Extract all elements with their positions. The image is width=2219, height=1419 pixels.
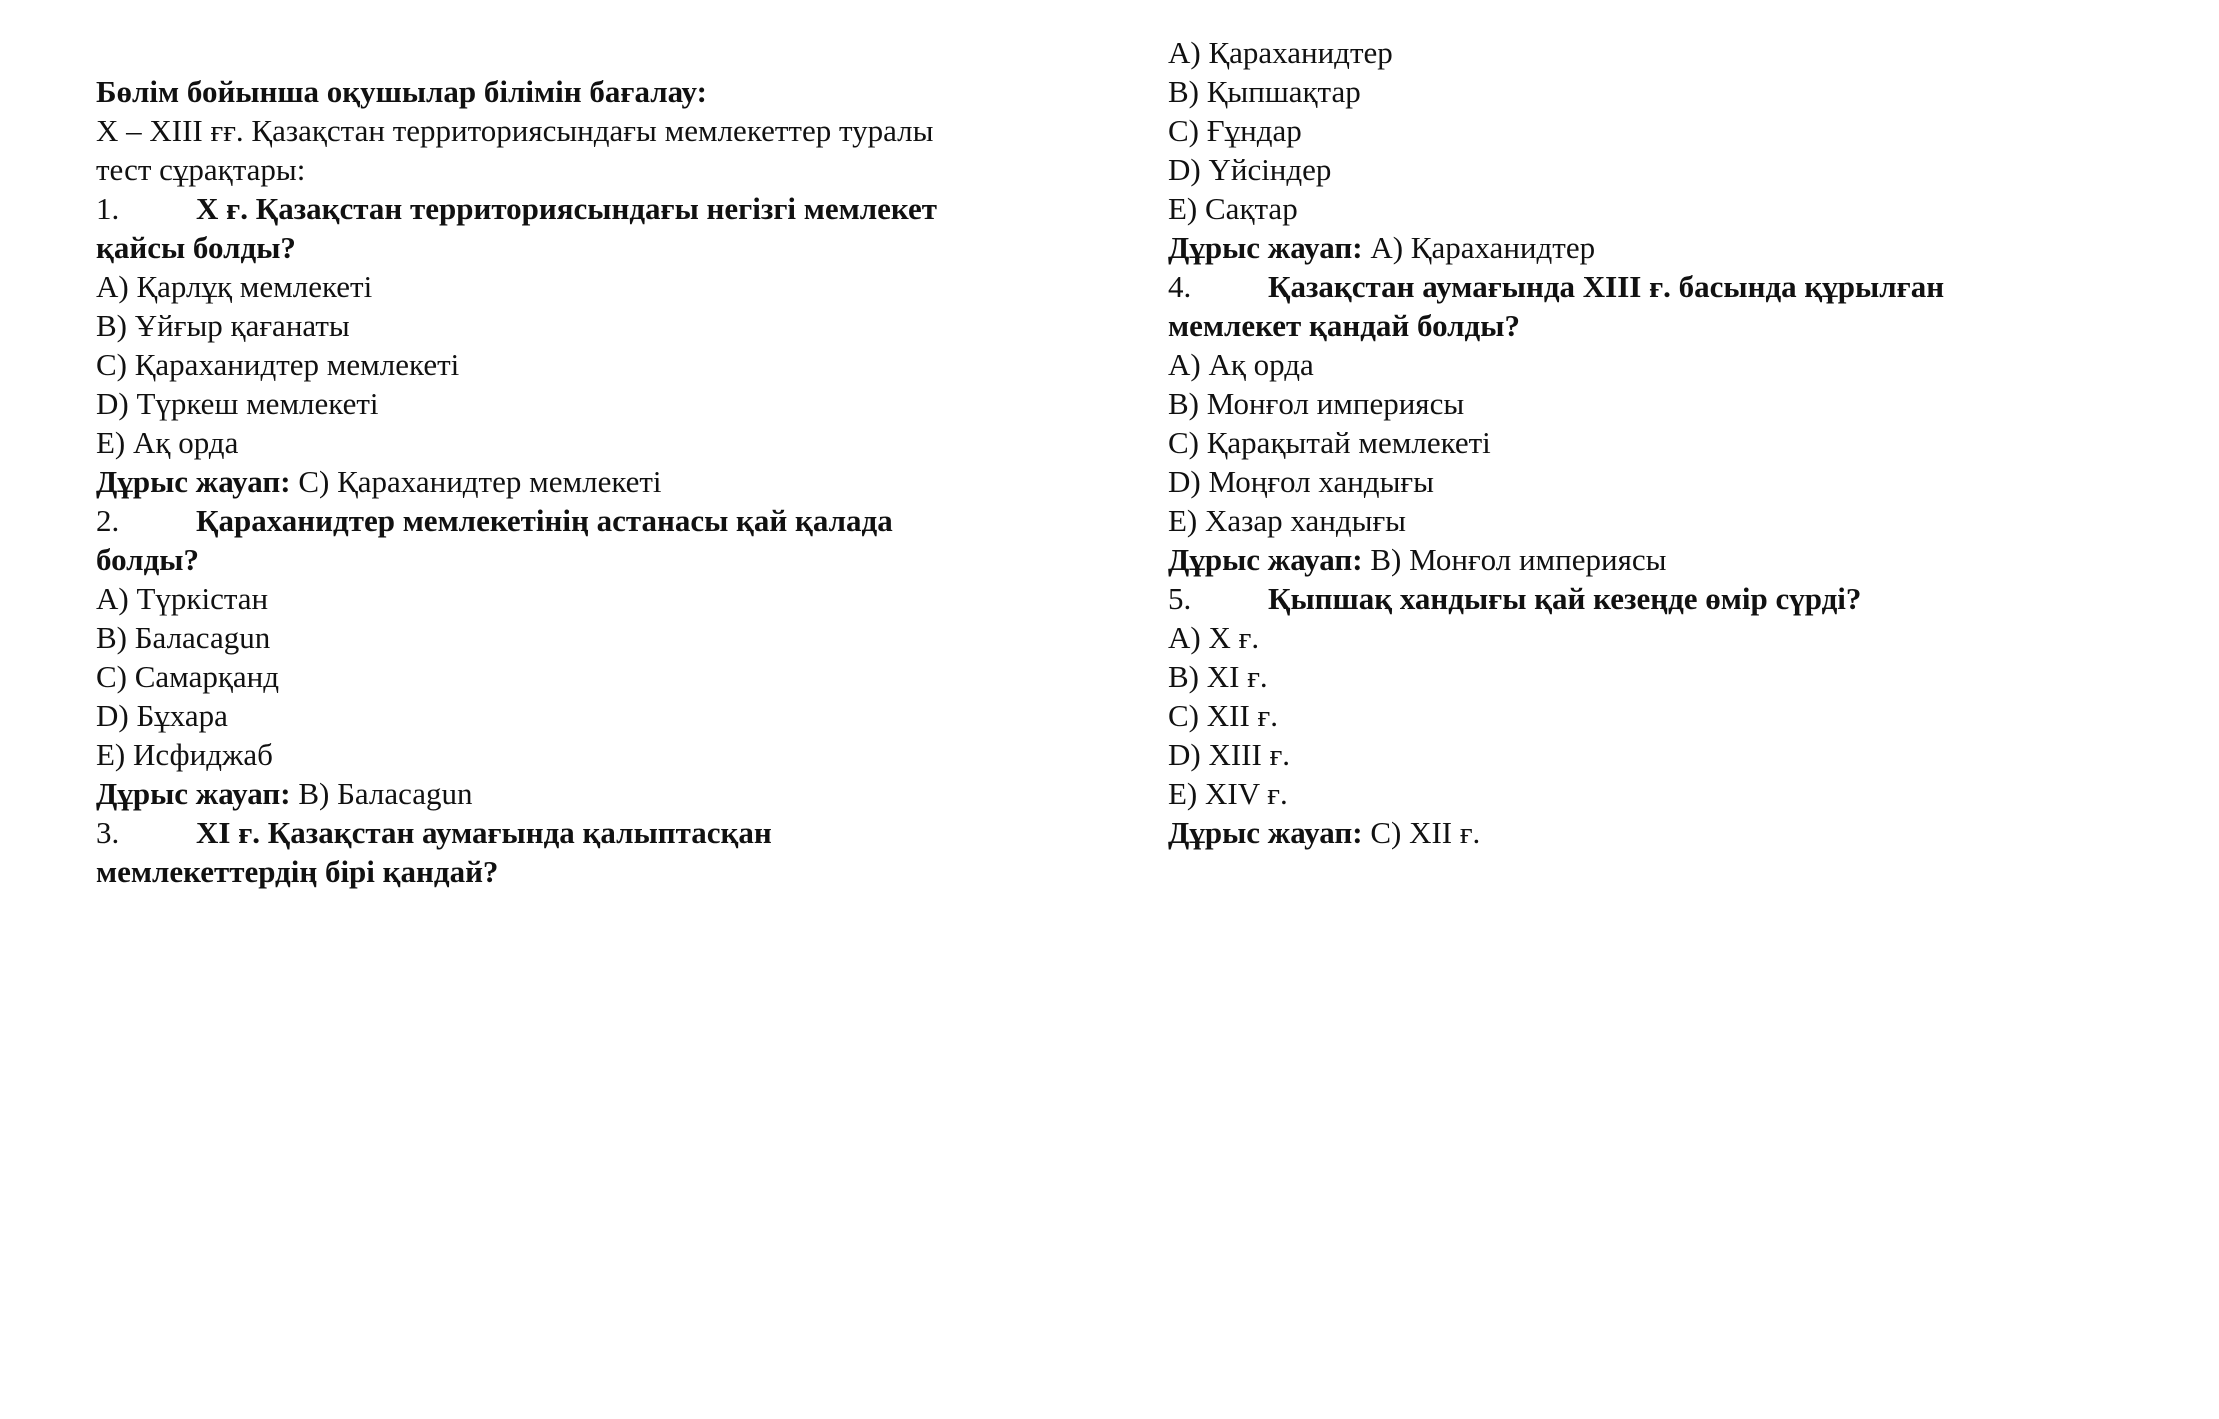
question-4-option-b: B) Монғол империясы [1168, 386, 1465, 421]
question-4-option-e: E) Хазар хандығы [1168, 503, 1406, 538]
question-2-number: 2. [96, 503, 120, 538]
question-3-line-1 [96, 813, 1096, 852]
answer-label: Дұрыс жауап: [1168, 542, 1363, 577]
question-5-text: Қыпшақ хандығы қай кезеңде өмір сүрді? [1268, 581, 1862, 616]
question-1-option-c: C) Қараханидтер мемлекеті [96, 347, 460, 382]
question-2-option-c: C) Самарқанд [96, 659, 280, 694]
question-3-answer [1168, 228, 2168, 267]
question-5-option-d: D) XIII ғ. [1168, 737, 1291, 772]
question-4-line-2: мемлекет қандай болды? [1168, 308, 1520, 343]
intro-line-1: X – XIII ғғ. Қазақстан территориясындағы мемлекеттер туралы [96, 113, 934, 148]
question-2-line-1 [96, 501, 1096, 540]
intro-line-2: тест сұрақтары: [96, 152, 306, 187]
question-4-text: Қазақстан аумағында XIII ғ. басында құрылған [1268, 269, 1945, 304]
question-3-option-b: B) Қыпшақтар [1168, 74, 1361, 109]
left-column [96, 72, 1096, 891]
question-4-option-c: C) Қарақытай мемлекеті [1168, 425, 1491, 460]
answer-label: Дұрыс жауап: [96, 776, 291, 811]
question-3-option-a: A) Қараханидтер [1168, 35, 1393, 70]
answer-label: Дұрыс жауап: [1168, 815, 1363, 850]
answer-label: Дұрыс жауап: [1168, 230, 1363, 265]
question-2-option-a: A) Түркістан [96, 581, 269, 616]
question-1-answer [96, 462, 1096, 501]
question-3-line-2: мемлекеттердің бірі қандай? [96, 854, 499, 889]
question-1-option-b: B) Ұйғыр қағанаты [96, 308, 350, 343]
question-3-option-c: C) Ғұндар [1168, 113, 1302, 148]
question-3-number: 3. [96, 815, 120, 850]
question-5-answer [1168, 813, 2168, 852]
question-2-answer [96, 774, 1096, 813]
answer-label: Дұрыс жауап: [96, 464, 291, 499]
question-4-answer [1168, 540, 2168, 579]
question-5-option-b: B) XI ғ. [1168, 659, 1268, 694]
question-3-option-e: E) Сақтар [1168, 191, 1298, 226]
question-2-line-2: болды? [96, 542, 199, 577]
question-5-line-1 [1168, 579, 2168, 618]
question-3-option-d: D) Үйсіндер [1168, 152, 1332, 187]
question-3-text: XI ғ. Қазақстан аумағында қалыптасқан [196, 815, 772, 850]
answer-value: A) Қараханидтер [1370, 230, 1596, 265]
question-1-option-e: E) Ақ орда [96, 425, 239, 460]
answer-value: B) Монғол империясы [1370, 542, 1667, 577]
question-1-option-d: D) Түркеш мемлекеті [96, 386, 379, 421]
question-1-option-a: A) Қарлұқ мемлекеті [96, 269, 373, 304]
question-5-number: 5. [1168, 581, 1192, 616]
question-1-line-2: қайсы болды? [96, 230, 296, 265]
question-1-line-1 [96, 189, 1096, 228]
question-1-text: X ғ. Қазақстан территориясындағы негізгі мемлекет [196, 191, 937, 226]
answer-value: C) XII ғ. [1370, 815, 1481, 850]
question-5-option-e: E) XIV ғ. [1168, 776, 1288, 811]
answer-value: B) Баласаgun [298, 776, 473, 811]
question-2-option-d: D) Бұхара [96, 698, 228, 733]
question-4-option-d: D) Моңғол хандығы [1168, 464, 1434, 499]
question-4-number: 4. [1168, 269, 1192, 304]
question-4-line-1 [1168, 267, 2168, 306]
answer-value: C) Қараханидтер мемлекеті [298, 464, 662, 499]
section-heading: Бөлім бойынша оқушылар білімін бағалау: [96, 74, 707, 109]
question-2-option-b: B) Баласаgun [96, 620, 271, 655]
question-2-text: Қараханидтер мемлекетінің астанасы қай қалада [196, 503, 893, 538]
question-1-number: 1. [96, 191, 120, 226]
question-5-option-a: A) X ғ. [1168, 620, 1260, 655]
question-2-option-e: E) Исфиджаб [96, 737, 273, 772]
right-column [1168, 33, 2168, 852]
question-4-option-a: A) Ақ орда [1168, 347, 1314, 382]
question-5-option-c: C) XII ғ. [1168, 698, 1278, 733]
